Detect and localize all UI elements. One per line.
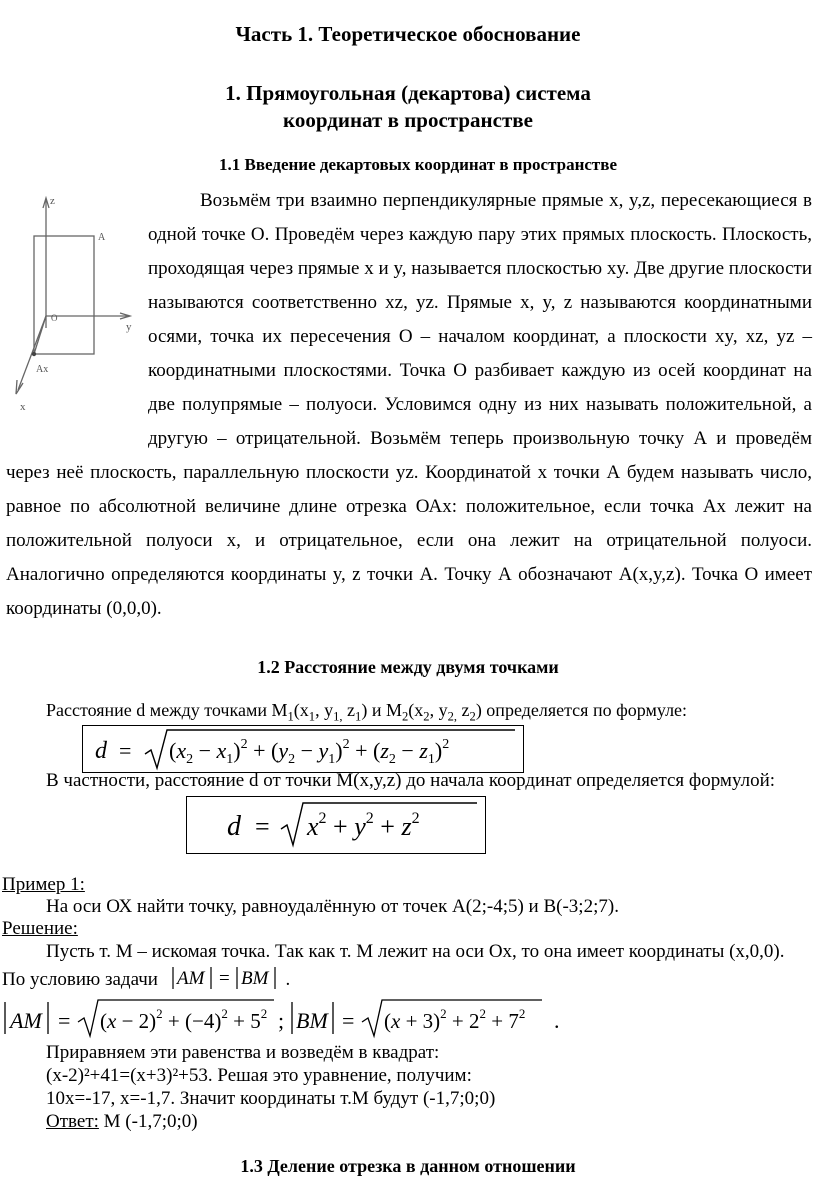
svg-text:x2 + y2 + z2: $x^2 + y^2 + z^2$	[307, 810, 420, 841]
origin-formula-box	[186, 796, 486, 854]
label-a: A	[98, 232, 106, 243]
subsection-1-1-title: 1.1 Введение декартовых координат в пространстве	[219, 155, 617, 174]
am-bm-formula	[2, 996, 572, 1040]
svg-text:;: ;	[278, 1008, 285, 1033]
section-title-line1: 1. Прямоугольная (декартова) система	[225, 81, 591, 105]
svg-text:=: =	[218, 968, 230, 989]
svg-text:=: =	[119, 738, 132, 763]
solution-line4: (х-2)²+41=(х+3)²+53. Решая это уравнение, получим:	[46, 1065, 472, 1086]
solution-line2-suffix: .	[285, 969, 291, 990]
distance-formula	[83, 726, 523, 772]
solution-line2-prefix: По условию задачи	[2, 969, 158, 990]
distance-formula-box	[82, 725, 524, 773]
condition-formula	[169, 965, 281, 991]
label-o: O	[51, 313, 58, 323]
origin-formula	[187, 797, 485, 853]
solution-line3: Приравняем эти равенства и возведём в квадрат:	[46, 1042, 440, 1063]
svg-text:BM: BM	[296, 1008, 328, 1033]
part-title: Часть 1. Теоретическое обоснование	[235, 22, 581, 46]
answer-label: Ответ:	[46, 1111, 99, 1132]
subsection-1-2-title: 1.2 Расстояние между двумя точками	[257, 657, 559, 677]
answer-line	[46, 1111, 198, 1133]
distance-intro: Расстояние d между точками $M_1(x_1$, $y_{1,}$ $z_1$) и $M_2(x_2$, $y_{2,}$ $z_2$) определяется по формуле:	[46, 700, 688, 724]
label-y: y	[126, 321, 132, 333]
solution-label: Решение:	[2, 918, 78, 939]
solution-line5: 10х=-17, х=-1,7. Значит координаты т.М будут (-1,7;0;0)	[46, 1088, 496, 1109]
section-title-line2: координат в пространстве	[283, 108, 533, 132]
svg-text:(x − 2)2 + (−4)2 + 52: $(x - 2)^2 + (-4)^2 + 5^2$	[100, 1006, 268, 1033]
svg-text:d: d	[227, 811, 241, 842]
solution-line1: Пусть т. М – искомая точка. Так как т. М лежит на оси Ох, то она имеет координаты (х,0,0).	[46, 941, 785, 962]
intro-paragraph	[6, 184, 812, 626]
svg-text:AM: AM	[10, 1008, 42, 1033]
figure-spacer	[6, 184, 148, 424]
subsection-1-3-title: 1.3 Деление отрезка в данном отношении	[240, 1156, 576, 1176]
intro-text: Возьмём три взаимно перпендикулярные прямые x, y,z, пересекающиеся в одной точке О. Проведём через каждую пару этих прямых плоскость. Плоскость, проходящая через прямые x и y, называется плоскостью xy. Две другие плоскости называются соответственно xz, yz. Прямые x, y, z называются координатными осями, точка их пересечения О – началом координат, а плоскости xy, xz, yz – координатными плоскостями. Точка О разбивает каждую из осей координат на две полупрямые – полуоси. Условимся одну из них называть положительной, а другую – отрицательной. Возьмём теперь произвольную точку А и проведём через неё плоскость, параллельную плоскости yz. Координатой x точки А будем называть число, равное по абсолютной величине длине отрезка ОАx: положительное, если точка Аx лежит на положительной полуоси x, и отрицательное, если она лежит на отрицательной полуоси. Аналогично определяются координаты y, z точки А. Точку А обозначают А(x,y,z). Точка О имеет координаты (0,0,0).	[6, 190, 812, 619]
label-x: x	[20, 401, 26, 413]
svg-text:BM: BM	[240, 968, 269, 989]
svg-text:(x2 − x1)2 + (y2 − y1)2 + (z2: $(x_2 - x_1)^2 + (y_2 - y_1)^2 + (z_2 - z_1)^2$	[169, 737, 450, 767]
svg-text:=: =	[255, 812, 270, 841]
svg-text:=: =	[342, 1008, 355, 1033]
example-text: На оси ОХ найти точку, равноудалённую от точек А(2;-4;5) и В(-3;2;7).	[46, 896, 619, 917]
example-label: Пример 1:	[2, 874, 85, 895]
label-ax: Ax	[36, 364, 49, 375]
svg-text:d: d	[95, 738, 107, 764]
answer-value: М (-1,7;0;0)	[103, 1111, 198, 1132]
svg-text:.: .	[554, 1008, 560, 1033]
svg-text:AM: AM	[176, 968, 205, 989]
solution-line2	[2, 965, 290, 991]
origin-distance-text: В частности, расстояние d от точки M(x,y,z) до начала координат определяется формулой:	[46, 770, 776, 791]
label-z: z	[50, 195, 55, 207]
svg-text:=: =	[58, 1008, 71, 1033]
svg-text:(x + 3)2 + 22 + 72: $(x + 3)^2 + 2^2 + 7^2$	[384, 1006, 526, 1033]
